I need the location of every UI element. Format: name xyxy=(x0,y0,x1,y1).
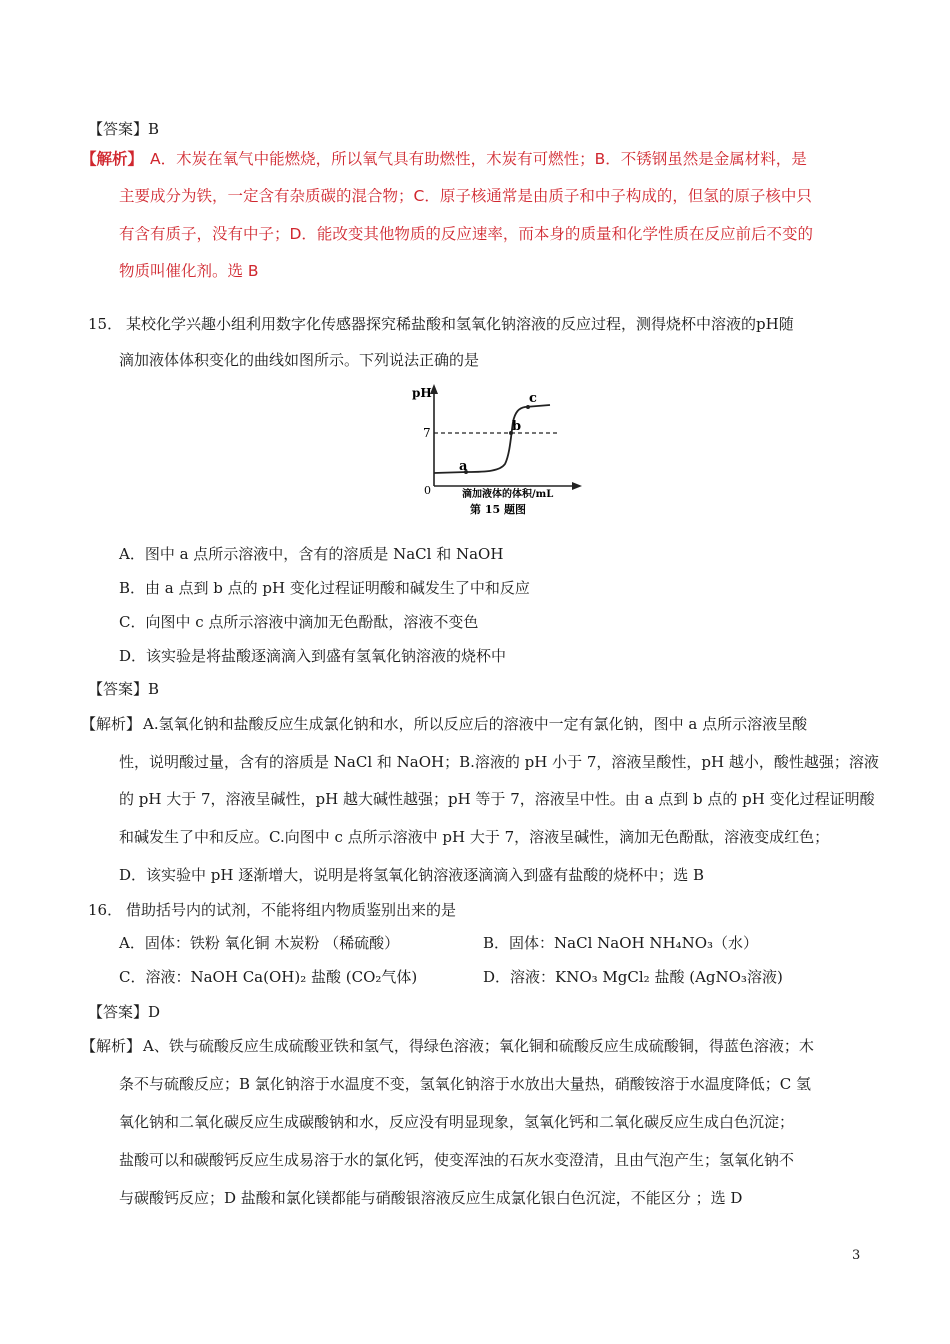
page-number: 3 xyxy=(852,1248,861,1263)
q16-analysis-line-4: 盐酸可以和碳酸钙反应生成易溶于水的氯化钙，使变浑浊的石灰水变澄清，且由气泡产生；氢氧化钠不 xyxy=(119,1151,795,1169)
q14-analysis-line-3: 有含有质子，没有中子；D．能改变其他物质的反应速率，而本身的质量和化学性质在反应前后不变的 xyxy=(119,225,813,243)
q16-option-b: B．固体：NaCl NaOH NH₄NO₃（水） xyxy=(483,934,759,952)
x-axis-label: 滴加液体的体积/mL xyxy=(462,489,554,500)
q15-stem-line-2: 滴加液体体积变化的曲线如图所示。下列说法正确的是 xyxy=(119,351,480,369)
q15-analysis-label: 【解析】 xyxy=(81,715,142,733)
point-b-label: b xyxy=(512,419,522,434)
q15-number: 15． xyxy=(88,315,123,333)
q15-analysis-line-4: 和碱发生了中和反应。C.向图中 c 点所示溶液中 pH 大于 7，溶液呈碱性，滴加无色酚酞，溶液变成红色； xyxy=(119,828,830,846)
point-a-label: a xyxy=(459,459,468,474)
q14-analysis-line-2: 主要成分为铁，一定含有杂质碳的混合物；C．原子核通常是由质子和中子构成的，但氢的原子核中只 xyxy=(119,187,812,205)
q14-answer xyxy=(88,118,159,139)
q15-analysis-line-1: A.氢氧化钠和盐酸反应生成氯化钠和水，所以反应后的溶液中一定有氯化钠，图中 a 点所示溶液呈酸 xyxy=(143,715,808,733)
q16-answer xyxy=(88,1001,160,1022)
point-c-label: c xyxy=(529,391,537,406)
ph-chart xyxy=(412,380,592,520)
answer-value: B xyxy=(148,680,160,698)
x-axis-arrow xyxy=(572,482,582,490)
answer-label: 【答案】 xyxy=(88,120,149,138)
q15-answer xyxy=(88,678,159,699)
q16-analysis-line-1: A、铁与硫酸反应生成硫酸亚铁和氢气，得绿色溶液；氧化铜和硫酸反应生成硫酸铜，得蓝色溶液；木 xyxy=(143,1037,814,1055)
q15-analysis-line-5: D．该实验中 pH 逐渐增大，说明是将氢氧化钠溶液逐滴滴入到盛有盐酸的烧杯中；选 B xyxy=(119,866,705,884)
y-tick-7: 7 xyxy=(423,426,431,440)
q16-option-d: D．溶液：KNO₃ MgCl₂ 盐酸 (AgNO₃溶液) xyxy=(483,968,783,986)
q16-option-a: A．固体：铁粉 氧化铜 木炭粉 （稀硫酸） xyxy=(119,934,400,952)
q16-analysis-line-5: 与碳酸钙反应；D 盐酸和氯化镁都能与硝酸银溶液反应生成氯化银白色沉淀，不能区分 ；选 D xyxy=(119,1189,743,1207)
q16-option-c: C．溶液：NaOH Ca(OH)₂ 盐酸 (CO₂气体) xyxy=(119,968,418,986)
answer-label: 【答案】 xyxy=(88,1003,149,1021)
answer-value: D xyxy=(148,1003,161,1021)
q15-analysis-line-2: 性，说明酸过量，含有的溶质是 NaCl 和 NaOH；B.溶液的 pH 小于 7，溶液呈酸性，pH 越小，酸性越强；溶液 xyxy=(119,753,879,771)
q15-option-c: C．向图中 c 点所示溶液中滴加无色酚酞，溶液不变色 xyxy=(119,613,479,631)
q14-analysis-line-4: 物质叫催化剂。选 B xyxy=(119,262,259,280)
q15-stem-line-1: 某校化学兴趣小组利用数字化传感器探究稀盐酸和氢氧化钠溶液的反应过程，测得烧杯中溶液的pH随 xyxy=(126,315,794,333)
y-axis-label: pH xyxy=(412,386,432,400)
q15-ph-curve-figure xyxy=(412,380,592,520)
q15-option-d: D．该实验是将盐酸逐滴滴入到盛有氢氧化钠溶液的烧杯中 xyxy=(119,647,507,665)
answer-label: 【答案】 xyxy=(88,680,149,698)
q16-analysis-label: 【解析】 xyxy=(81,1037,142,1055)
q15-option-b: B．由 a 点到 b 点的 pH 变化过程证明酸和碱发生了中和反应 xyxy=(119,579,530,597)
q16-stem: 借助括号内的试剂，不能将组内物质鉴别出来的是 xyxy=(126,901,457,919)
figure-caption: 第 15 题图 xyxy=(470,503,526,516)
q16-analysis-line-3: 氧化钠和二氧化碳反应生成碳酸钠和水，反应没有明显现象，氢氧化钙和二氧化碳反应生成白色沉淀； xyxy=(119,1113,795,1131)
q14-analysis-label: 【解析】 xyxy=(81,150,144,168)
q14-analysis-line-1: A．木炭在氧气中能燃烧，所以氧气具有助燃性，木炭有可燃性；B．不锈钢虽然是金属材料，是 xyxy=(150,150,807,168)
q15-analysis-line-3: 的 pH 大于 7，溶液呈碱性，pH 越大碱性越强；pH 等于 7，溶液呈中性。由 a 点到 b 点的 pH 变化过程证明酸 xyxy=(119,790,875,808)
q15-option-a: A．图中 a 点所示溶液中，含有的溶质是 NaCl 和 NaOH xyxy=(119,545,504,563)
answer-value: B xyxy=(148,120,160,138)
origin-label: 0 xyxy=(424,484,431,497)
q16-number: 16． xyxy=(88,901,123,919)
q16-analysis-line-2: 条不与硫酸反应；B 氯化钠溶于水温度不变，氢氧化钠溶于水放出大量热，硝酸铵溶于水温度降低；C 氢 xyxy=(119,1075,812,1093)
ph-curve xyxy=(434,405,550,473)
